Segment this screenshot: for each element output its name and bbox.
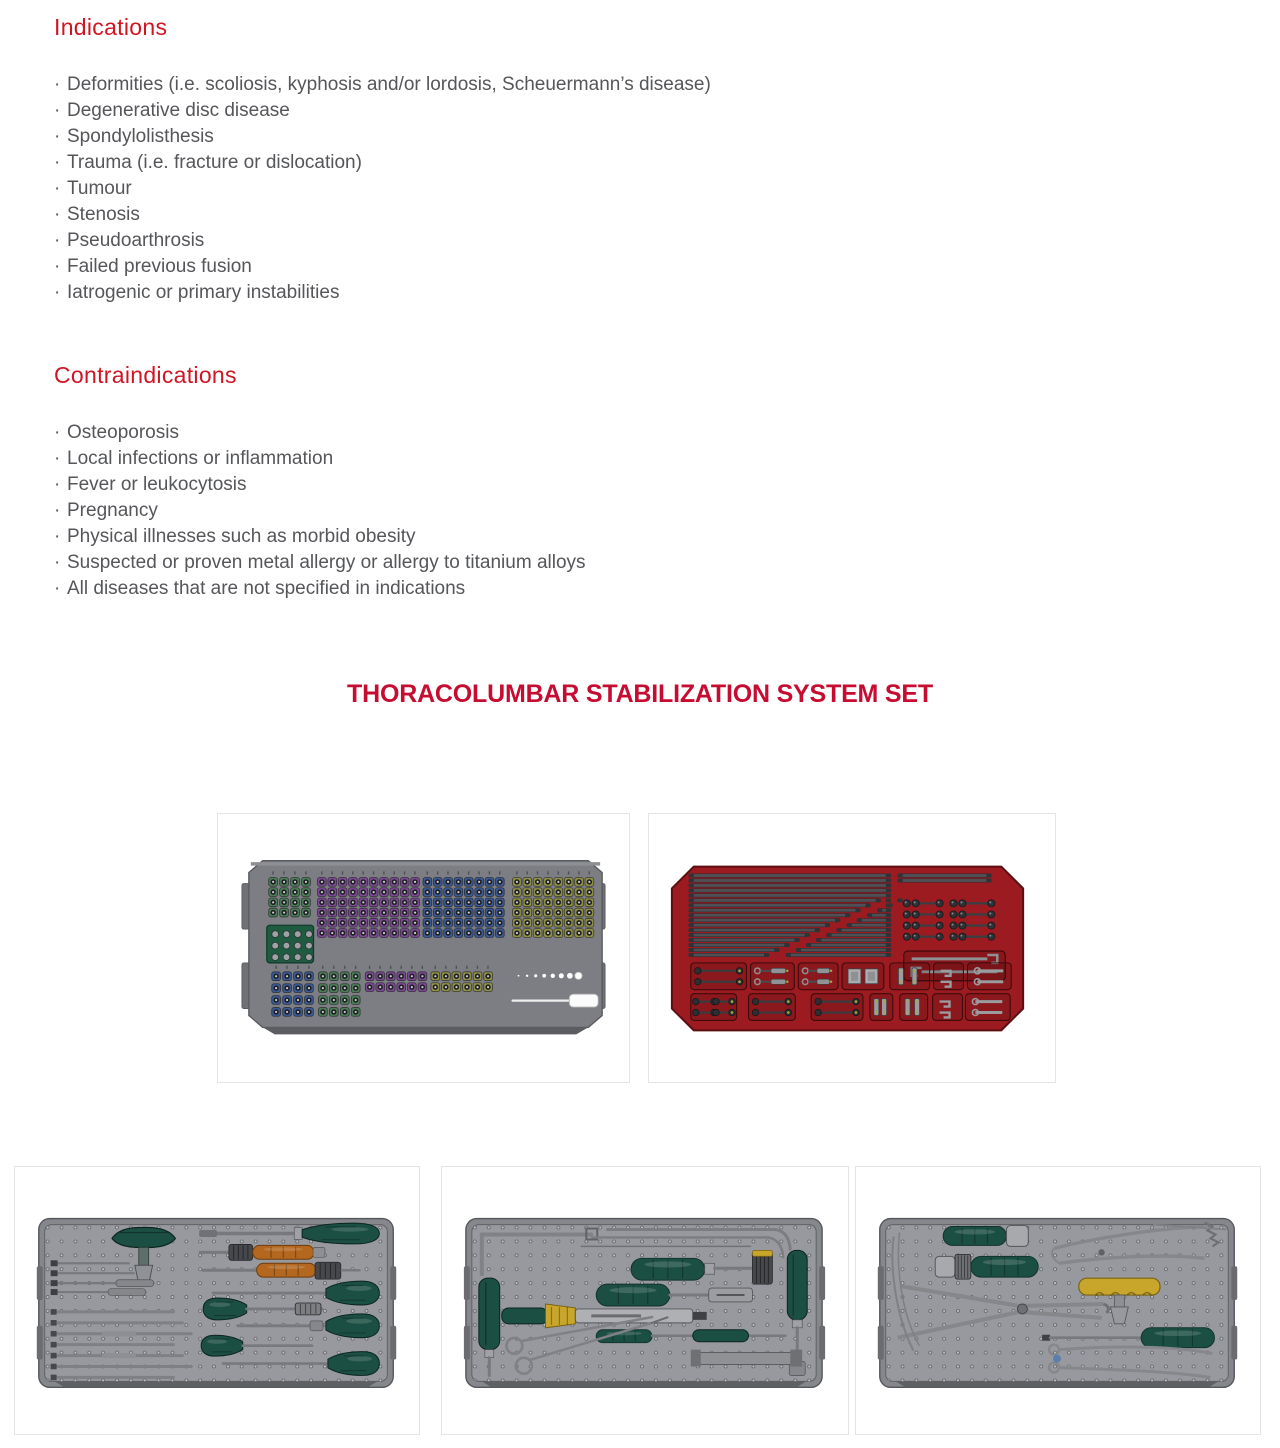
connector-compartment xyxy=(751,963,795,990)
bullet-glyph: · xyxy=(54,474,61,495)
connector-compartment xyxy=(900,994,928,1021)
figure-rod-connector-tray xyxy=(648,813,1056,1083)
list-item-text: Suspected or proven metal allergy or allergy to titanium alloys xyxy=(67,552,586,573)
connector-compartment xyxy=(934,963,964,990)
list-item-text: Failed previous fusion xyxy=(67,256,252,277)
list-item xyxy=(54,202,711,228)
list-item xyxy=(54,176,711,202)
list-item xyxy=(54,524,586,550)
implant-screw-caddy-illustration xyxy=(218,814,629,1082)
list-item-text: Stenosis xyxy=(67,204,140,225)
connector-compartment xyxy=(691,963,747,990)
bullet-glyph: · xyxy=(54,448,61,469)
connector-compartment xyxy=(933,994,963,1021)
bullet-glyph: · xyxy=(54,100,61,121)
list-item-text: Trauma (i.e. fracture or dislocation) xyxy=(67,152,362,173)
green-screwdriver-2 xyxy=(935,1254,1038,1279)
list-item xyxy=(54,446,586,472)
list-item-text: Deformities (i.e. scoliosis, kyphosis and/or lordosis, Scheuermann’s disease) xyxy=(67,74,711,95)
list-item xyxy=(54,72,711,98)
list-item xyxy=(54,280,711,306)
connector-compartment xyxy=(749,994,796,1021)
bullet-glyph: · xyxy=(54,526,61,547)
list-item xyxy=(54,98,711,124)
connector-compartment xyxy=(967,963,1011,990)
list-item-text: Pseudoarthrosis xyxy=(67,230,205,251)
figure-instrument-tray-3 xyxy=(855,1166,1261,1435)
list-item-text: Degenerative disc disease xyxy=(67,100,290,121)
rod-connector-tray-illustration xyxy=(649,814,1055,1082)
figure-instrument-tray-1 xyxy=(14,1166,420,1435)
bullet-glyph: · xyxy=(54,178,61,199)
indications-list xyxy=(54,72,711,306)
green-screwdriver-1 xyxy=(943,1226,1028,1247)
connector-compartment xyxy=(842,963,884,990)
list-item-text: Fever or leukocytosis xyxy=(67,474,247,495)
bullet-glyph: · xyxy=(54,422,61,443)
instrument-tray-1-illustration xyxy=(15,1167,419,1434)
bullet-glyph: · xyxy=(54,552,61,573)
bullet-glyph: · xyxy=(54,256,61,277)
list-item-text: Local infections or inflammation xyxy=(67,448,334,469)
contraindications-heading: Contraindications xyxy=(54,362,237,388)
figure-implant-screw-tray xyxy=(217,813,630,1083)
figure-instrument-tray-2 xyxy=(441,1166,849,1435)
instrument-tray-2-illustration xyxy=(442,1167,848,1434)
implant-screw-caddy-tray xyxy=(242,861,605,1035)
list-item xyxy=(54,254,711,280)
list-item xyxy=(54,228,711,254)
bullet-glyph: · xyxy=(54,500,61,521)
rod-and-connector-tray xyxy=(672,867,1023,1031)
bullet-glyph: · xyxy=(54,578,61,599)
list-item xyxy=(54,498,586,524)
connector-compartment xyxy=(811,994,863,1021)
connector-compartment xyxy=(691,994,737,1021)
list-item-text: All diseases that are not specified in indications xyxy=(67,578,466,599)
bullet-glyph: · xyxy=(54,74,61,95)
list-item-text: Pregnancy xyxy=(67,500,158,521)
indications-heading: Indications xyxy=(54,14,168,40)
list-item-text: Osteoporosis xyxy=(67,422,179,443)
list-item-text: Tumour xyxy=(67,178,132,199)
list-item-text: Iatrogenic or primary instabilities xyxy=(67,282,340,303)
list-item-text: Physical illnesses such as morbid obesity xyxy=(67,526,416,547)
list-item xyxy=(54,150,711,176)
connector-compartment xyxy=(870,994,893,1021)
contraindications-list xyxy=(54,420,586,602)
list-item xyxy=(54,420,586,446)
connector-compartment xyxy=(798,963,838,990)
green-plate xyxy=(267,925,314,963)
connector-compartment xyxy=(965,994,1010,1021)
bullet-glyph: · xyxy=(54,230,61,251)
bullet-glyph: · xyxy=(54,152,61,173)
bullet-glyph: · xyxy=(54,204,61,225)
list-item-text: Spondylolisthesis xyxy=(67,126,214,147)
set-title: THORACOLUMBAR STABILIZATION SYSTEM SET xyxy=(347,680,933,708)
list-item xyxy=(54,124,711,150)
connector-compartment xyxy=(890,963,930,990)
bullet-glyph: · xyxy=(54,282,61,303)
instrument-tray-3-illustration xyxy=(856,1167,1260,1434)
list-item xyxy=(54,472,586,498)
bullet-glyph: · xyxy=(54,126,61,147)
list-item xyxy=(54,576,586,602)
list-item xyxy=(54,550,586,576)
